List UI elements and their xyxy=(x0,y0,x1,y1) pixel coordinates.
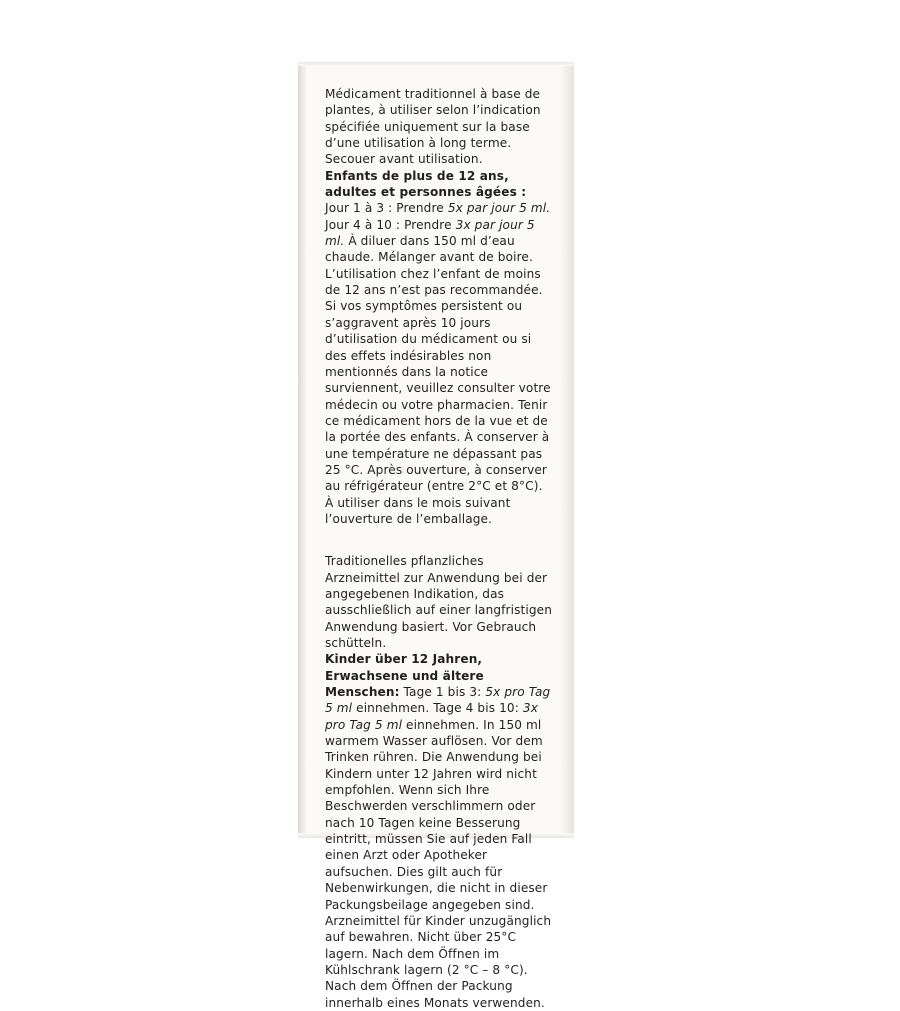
label-text-content xyxy=(325,86,553,1011)
text-run: einnehmen. Tage 4 bis 10: xyxy=(352,701,523,716)
italic-run: 5x par jour 5 ml. xyxy=(447,201,551,216)
text-run: einnehmen. In 150 ml warmem Wasser auflösen. Vor dem Trinken rühren. Die Anwendung bei Kindern unter 12 Jahren wird nicht empfohlen. Wenn sich Ihre Beschwerden verschlimmern oder nach 10 Tagen keine Besserung eintritt, müssen Sie auf jeden Fall einen Arzt oder Apotheker aufsuchen. Dies gilt auch für Nebenwirkungen, die nicht in dieser Packungsbeilage angegeben sind. Arzneimittel für Kinder unzugänglich auf bewahren. Nicht über 25°C lagern. Nach dem Öffnen im Kühlschrank lagern (2 °C – 8 °C). Nach dem Öffnen der Packung innerhalb eines Monats verwenden. xyxy=(325,717,552,1010)
french-intro-paragraph xyxy=(325,86,553,168)
italic-run: 5x pro Tag 5 ml xyxy=(325,685,551,716)
text-run: Traditionelles pflanzliches Arzneimittel zur Anwendung bei der angegebenen Indikation, das ausschließlich auf einer langfristigen Anwendung basiert. Vor Gebrauch schütteln. xyxy=(325,554,553,650)
text-run: Tage 1 bis 3: xyxy=(399,685,486,700)
panel-right-fold xyxy=(560,62,574,838)
french-dosage-paragraph xyxy=(325,168,553,528)
text-run: Médicament traditionnel à base de plantes, à utiliser selon l’indication spécifiée uniquement sur la base d’une utilisation à long terme. Secouer avant utilisation. xyxy=(325,87,541,167)
text-run: Jour 4 à 10 : Prendre xyxy=(325,217,456,232)
bold-run: Enfants de plus de 12 ans, adultes et personnes âgées : xyxy=(325,168,527,200)
italic-run: 3x par jour 5 ml. xyxy=(325,217,535,249)
packaging-panel xyxy=(298,62,574,1010)
text-run: Jour 1 à 3 : Prendre xyxy=(325,201,448,216)
french-text-block xyxy=(325,86,553,527)
panel-top-edge xyxy=(298,62,574,66)
german-text-block xyxy=(325,553,553,1011)
panel-left-fold xyxy=(298,62,307,838)
italic-run: 3x pro Tag 5 ml xyxy=(325,701,538,732)
german-dosage-paragraph xyxy=(325,651,553,1011)
german-intro-paragraph xyxy=(325,553,553,651)
bold-run: Kinder über 12 Jahren, Erwachsene und ältere Menschen: xyxy=(325,652,484,700)
text-run: À diluer dans 150 ml d’eau chaude. Mélanger avant de boire. L’utilisation chez l’enfant de moins de 12 ans n’est pas recommandée. Si vos symptômes persistent ou s’aggravent après 10 jours d’utilisation du médicament ou si des effets indésirables non mentionnés dans la notice surviennent, veuillez consulter votre médecin ou votre pharmacien. Tenir ce médicament hors de la vue et de la portée des enfants. À conserver à une température ne dépassant pas 25 °C. Après ouverture, à conserver au réfrigérateur (entre 2°C et 8°C). À utiliser dans le mois suivant l’ouverture de l’emballage. xyxy=(325,234,551,526)
